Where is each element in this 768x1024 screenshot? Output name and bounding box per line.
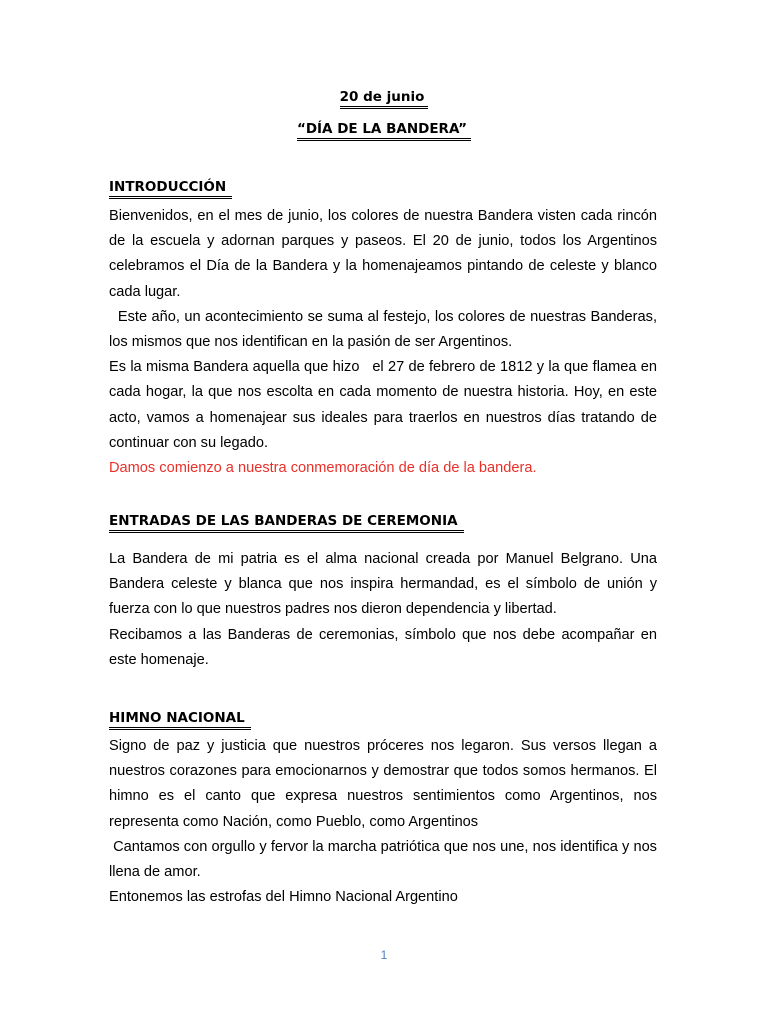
paragraph: Cantamos con orgullo y fervor la marcha patriótica que nos une, nos identifica y nos llena de amor. — [109, 838, 662, 881]
section-body-introduccion — [109, 204, 662, 481]
paragraph: La Bandera de mi patria es el alma nacional creada por Manuel Belgrano. Una Bandera celeste y blanca que nos inspira hermandad, es el símbolo de unión y fuerza con lo que nuestros padres nos dieron dependencia y libertad. — [109, 551, 657, 618]
paragraph: Es la misma Bandera aquella que hizo el 27 de febrero de 1812 y la que flamea en cada hogar, la que nos escolta en cada momento de nuestra historia. Hoy, en este acto, vamos a homenajear sus ideales para traerlos en nuestros días tratando de continuar con su legado. — [109, 359, 662, 451]
section-heading-himno-nacional: HIMNO NACIONAL — [109, 710, 251, 730]
paragraph-highlight: Damos comienzo a nuestra conmemoración de día de la bandera. — [109, 460, 537, 477]
paragraph: Entonemos las estrofas del Himno Nacional Argentino — [109, 889, 458, 906]
section-heading-entradas-banderas: ENTRADAS DE LAS BANDERAS DE CEREMONIA — [109, 513, 464, 533]
paragraph: Este año, un acontecimiento se suma al festejo, los colores de nuestras Banderas, los mismos que nos identifican en la pasión de ser Argentinos. — [109, 308, 662, 351]
main-title: “DÍA DE LA BANDERA” — [0, 121, 768, 141]
date-title: 20 de junio — [0, 89, 768, 109]
paragraph: Signo de paz y justicia que nuestros próceres nos legaron. Sus versos llegan a nuestros corazones para emocionarnos y demostrar que todos somos hermanos. El himno es el canto que expresa nuestros sentimientos como Argentinos, nos representa como Nación, como Pueblo, como Argentinos — [109, 738, 657, 830]
paragraph: Recibamos a las Banderas de ceremonias, símbolo que nos debe acompañar en este homenaje. — [109, 626, 657, 668]
page-number: 1 — [380, 948, 388, 962]
paragraph: Bienvenidos, en el mes de junio, los colores de nuestra Bandera visten cada rincón de la escuela y adornan parques y paseos. El 20 de junio, todos los Argentinos celebramos el Día de la Bandera y la homenajeamos pintando de celeste y blanco cada lugar. — [109, 208, 657, 300]
section-body-entradas-banderas — [109, 547, 657, 673]
section-heading-introduccion: INTRODUCCIÓN — [109, 179, 232, 199]
section-body-himno-nacional — [109, 734, 662, 910]
